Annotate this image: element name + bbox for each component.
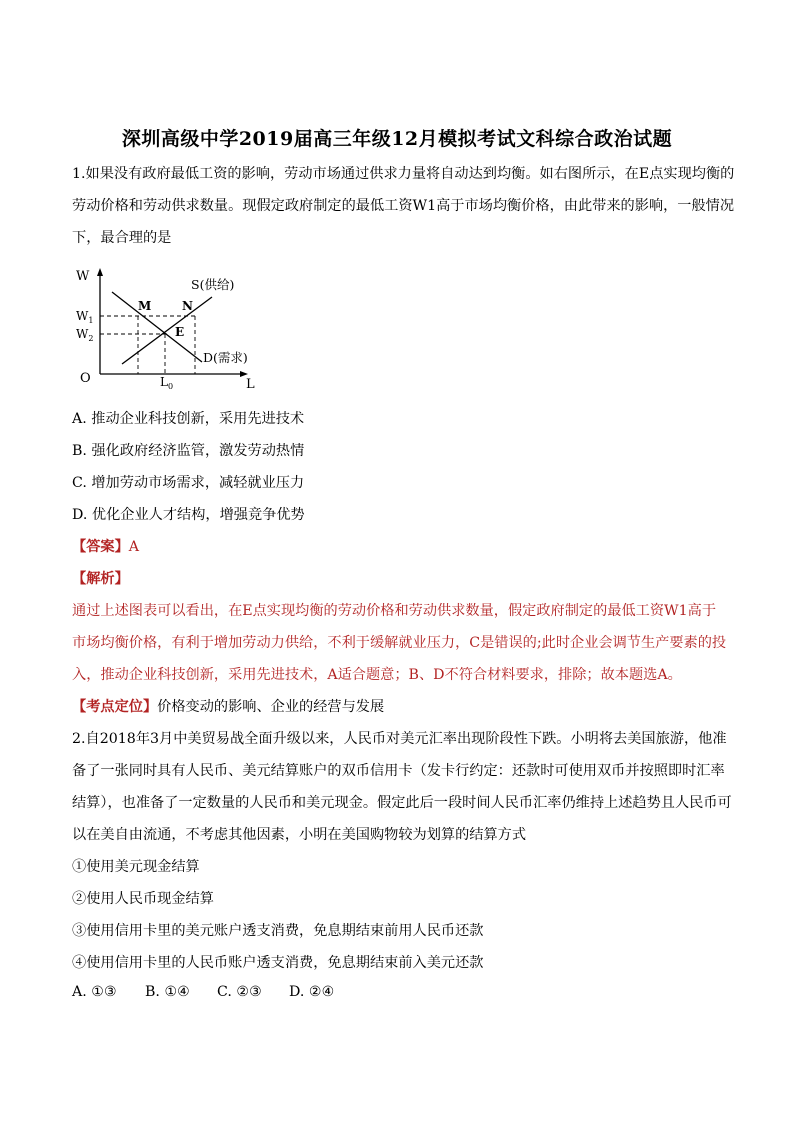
answer-label: 【答案】 [72, 539, 129, 555]
point-m-label: M [138, 299, 152, 313]
q1-analysis-label: 【解析】 [72, 571, 129, 587]
q1-option-b: B. 强化政府经济监管，激发劳动热情 [72, 443, 305, 459]
q2-item-4: ④使用信用卡里的人民币账户透支消费，免息期结束前入美元还款 [72, 955, 484, 971]
page-title: 深圳高级中学2019届高三年级12月模拟考试文科综合政治试题 [121, 128, 673, 150]
q1-analysis-line-3: 入，推动企业科技创新，采用先进技术，A适合题意；B、D不符合材料要求，排除；故本题选A。 [72, 667, 682, 683]
demand-label: D(需求) [203, 350, 248, 365]
q1-stem-line-2: 劳动价格和劳动供求数量。现假定政府制定的最低工资W1高于市场均衡价格，由此带来的影响，一般情况 [72, 198, 735, 214]
q1-stem-line-3: 下，最合理的是 [72, 230, 172, 246]
point-e-label: E [175, 325, 185, 339]
q1-answer [72, 536, 139, 556]
labor-market-diagram [72, 262, 272, 392]
q2-item-2: ②使用人民币现金结算 [72, 891, 214, 907]
l0-label: $L_0$ [160, 375, 174, 391]
q2-choice-c: C. ②③ [217, 984, 262, 1000]
q2-item-3: ③使用信用卡里的美元账户透支消费，免息期结束前用人民币还款 [72, 923, 484, 939]
w-axis-arrow [97, 268, 103, 276]
l-axis-label: L [246, 377, 255, 392]
q2-choice-b: B. ①④ [145, 984, 190, 1000]
q1-option-a: A. 推动企业科技创新，采用先进技术 [72, 411, 305, 427]
w2-label: $W_2$ [76, 327, 94, 343]
q2-stem-line-3: 结算），也准备了一定数量的人民币和美元现金。假定此后一段时间人民币汇率仍维持上述趋势且人民币可 [72, 795, 732, 811]
kaodian-label: 【考点定位】 [72, 699, 158, 715]
q2-stem-line-4: 以在美自由流通，不考虑其他因素，小明在美国购物较为划算的结算方式 [72, 827, 527, 843]
q2-item-1: ①使用美元现金结算 [72, 859, 200, 875]
q1-option-d: D. 优化企业人才结构，增强竞争优势 [72, 507, 305, 523]
kaodian-text: 价格变动的影响、企业的经营与发展 [157, 699, 385, 715]
q1-analysis-line-2: 市场均衡价格，有利于增加劳动力供给，不利于缓解就业压力，C是错误的;此时企业会调节生产要素的投 [72, 635, 727, 651]
q1-analysis-line-1: 通过上述图表可以看出，在E点实现均衡的劳动价格和劳动供求数量，假定政府制定的最低工资W1高于 [72, 603, 717, 619]
origin-label: O [80, 371, 91, 386]
w1-label: $W_1$ [76, 309, 94, 325]
supply-curve [122, 297, 212, 364]
q2-choice-a: A. ①③ [72, 984, 117, 1000]
point-n-label: N [182, 299, 193, 313]
q2-stem-line-1: 2.自2018年3月中美贸易战全面升级以来，人民币对美元汇率出现阶段性下跌。小明将去美国旅游，他准 [72, 731, 727, 747]
supply-label: S(供给) [191, 277, 235, 292]
q1-stem-line-1: 1.如果没有政府最低工资的影响，劳动市场通过供求力量将自动达到均衡。如右图所示，在E点实现均衡的 [72, 166, 735, 182]
q2-choice-d: D. ②④ [289, 984, 335, 1000]
q2-stem-line-2: 备了一张同时具有人民币、美元结算账户的双币信用卡（发卡行约定：还款时可使用双币并按照即时汇率 [72, 763, 725, 779]
w-axis-label: W [76, 269, 90, 284]
q1-kaodian [72, 696, 384, 716]
q1-option-c: C. 增加劳动市场需求，减轻就业压力 [72, 475, 305, 491]
answer-value: A [128, 539, 140, 555]
